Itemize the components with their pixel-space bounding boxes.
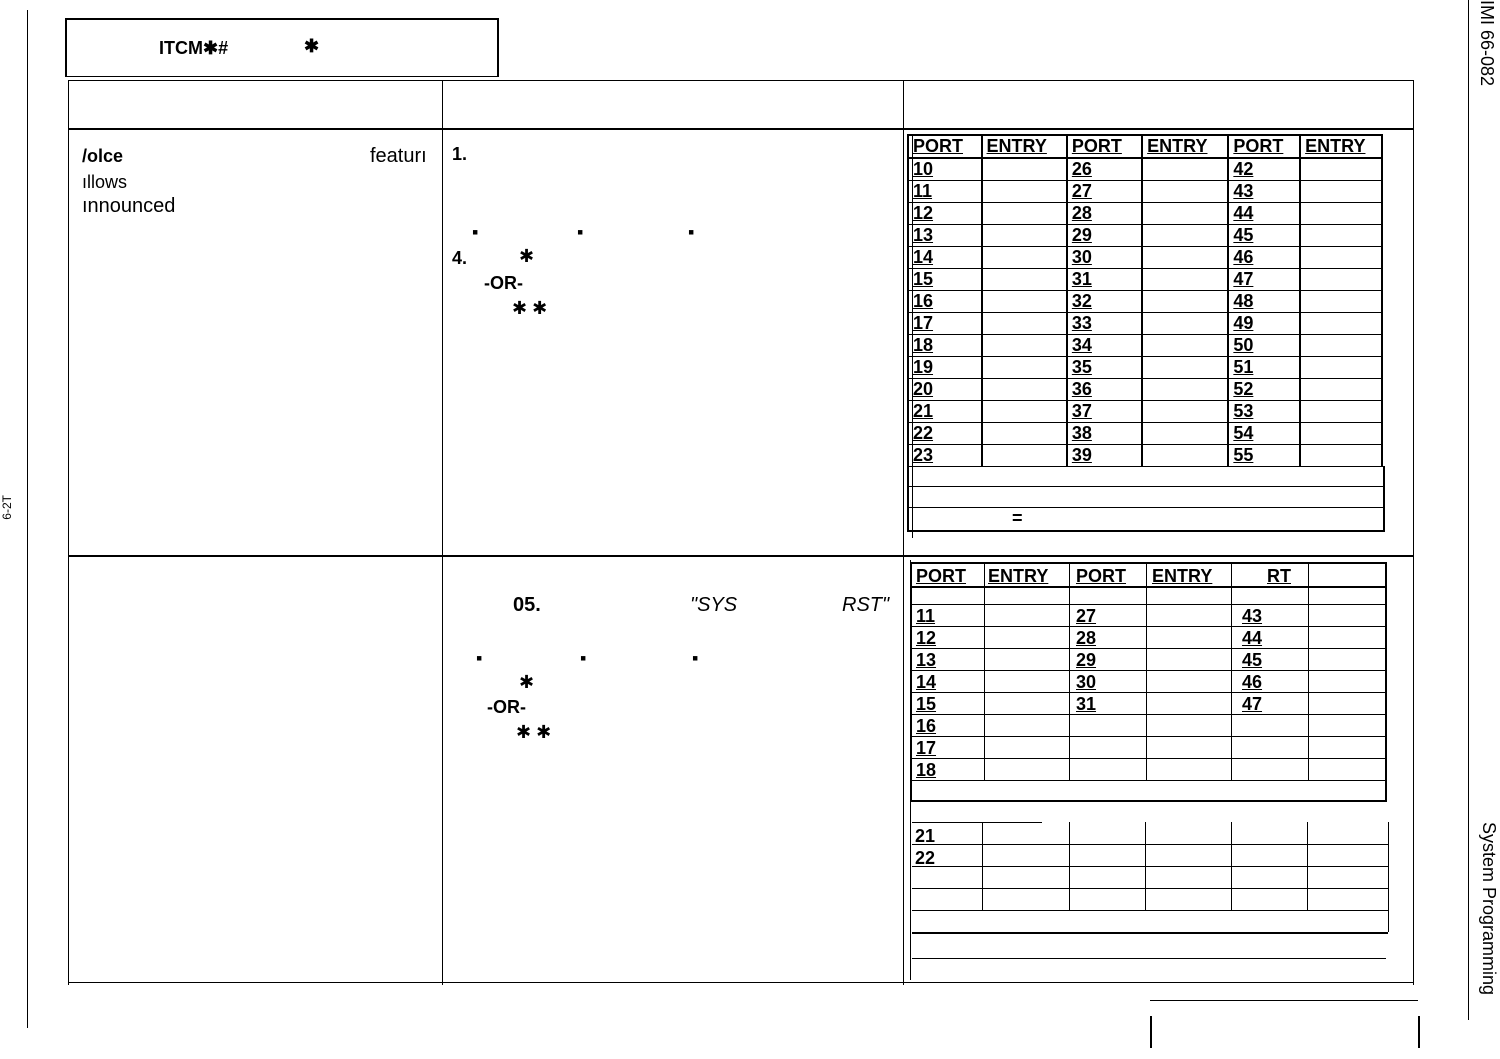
hdr-port-1: PORT bbox=[908, 135, 982, 158]
port-cell: 46 bbox=[1242, 672, 1263, 692]
row-rule bbox=[912, 822, 1042, 823]
entry-cell[interactable] bbox=[1300, 269, 1382, 291]
port-cell: 22 bbox=[915, 848, 936, 868]
feature-word-feature: featurı bbox=[370, 145, 427, 167]
procedure-code: 05. bbox=[513, 594, 541, 616]
port-cell: 32 bbox=[1067, 291, 1142, 313]
port-cell: 44 bbox=[1228, 203, 1300, 225]
port-cell: 15 bbox=[916, 694, 937, 714]
port-cell: 43 bbox=[1228, 181, 1300, 203]
hdr-port-2: PORT bbox=[1076, 566, 1127, 586]
entry-cell[interactable] bbox=[982, 291, 1067, 313]
entry-cell[interactable] bbox=[1300, 379, 1382, 401]
port-cell: 28 bbox=[1076, 628, 1097, 648]
entry-cell[interactable] bbox=[1142, 335, 1228, 357]
hdr-port-3: PORT bbox=[1228, 135, 1300, 158]
col-right-rule bbox=[1413, 80, 1414, 985]
entry-cell[interactable] bbox=[982, 401, 1067, 423]
bullet-2: ▪ bbox=[577, 222, 584, 242]
row-rule bbox=[912, 844, 1388, 845]
entry-cell[interactable] bbox=[1300, 313, 1382, 335]
table-row bbox=[908, 181, 1382, 203]
bullet-3: ▪ bbox=[688, 222, 695, 242]
entry-cell[interactable] bbox=[982, 379, 1067, 401]
entry-cell[interactable] bbox=[1142, 379, 1228, 401]
doc-code-vertical: IMI 66-082 bbox=[1477, 0, 1497, 87]
col-divider bbox=[1308, 564, 1309, 780]
port-cell: 21 bbox=[908, 401, 982, 423]
entry-cell[interactable] bbox=[982, 423, 1067, 445]
table-row bbox=[908, 423, 1382, 445]
port-cell: 11 bbox=[908, 181, 982, 203]
table-row bbox=[908, 357, 1382, 379]
port-cell: 27 bbox=[1076, 606, 1097, 626]
page-number-vertical: 6-2T bbox=[0, 495, 14, 520]
or-label-bottom: -OR- bbox=[487, 697, 526, 717]
entry-cell[interactable] bbox=[1142, 181, 1228, 203]
entry-cell[interactable] bbox=[1300, 445, 1382, 467]
table-row bbox=[908, 225, 1382, 247]
side-text-left bbox=[0, 495, 14, 540]
port-cell: 46 bbox=[1228, 247, 1300, 269]
table-row bbox=[908, 158, 1382, 181]
left-rule-lower bbox=[910, 560, 911, 980]
port-cell: 44 bbox=[1242, 628, 1263, 648]
header-code: ITCM✱# bbox=[159, 38, 229, 58]
port-cell: 49 bbox=[1228, 313, 1300, 335]
header-row-rule bbox=[68, 128, 1414, 130]
hdr-port-1: PORT bbox=[916, 566, 967, 586]
entry-cell[interactable] bbox=[982, 158, 1067, 181]
port-cell: 31 bbox=[1067, 269, 1142, 291]
port-cell: 47 bbox=[1228, 269, 1300, 291]
double-star-top: ✱ ✱ bbox=[512, 298, 548, 318]
row-rule bbox=[912, 758, 1385, 759]
entry-cell[interactable] bbox=[982, 203, 1067, 225]
port-cell: 13 bbox=[916, 650, 937, 670]
entry-cell[interactable] bbox=[1142, 445, 1228, 467]
hdr-entry-1: ENTRY bbox=[982, 135, 1067, 158]
port-cell: 51 bbox=[1228, 357, 1300, 379]
entry-cell[interactable] bbox=[1142, 247, 1228, 269]
footer-divider bbox=[909, 507, 1383, 508]
port-cell: 16 bbox=[916, 716, 937, 736]
hdr-entry-1: ENTRY bbox=[988, 566, 1049, 586]
row-rule bbox=[912, 736, 1385, 737]
entry-cell[interactable] bbox=[1142, 225, 1228, 247]
side-text-right bbox=[1478, 822, 1500, 1002]
display-sys: "SYS bbox=[690, 594, 738, 616]
port-cell: 17 bbox=[908, 313, 982, 335]
entry-cell[interactable] bbox=[1142, 203, 1228, 225]
entry-cell[interactable] bbox=[1300, 401, 1382, 423]
entry-cell[interactable] bbox=[1300, 181, 1382, 203]
entry-cell[interactable] bbox=[982, 225, 1067, 247]
col-left-rule bbox=[68, 80, 69, 985]
col-divider bbox=[1146, 564, 1147, 780]
table-row bbox=[908, 203, 1382, 225]
feature-word-allows: ıllows bbox=[82, 172, 128, 192]
entry-cell[interactable] bbox=[1142, 313, 1228, 335]
table-row bbox=[908, 291, 1382, 313]
entry-cell[interactable] bbox=[982, 313, 1067, 335]
port-cell: 55 bbox=[1228, 445, 1300, 467]
bottom-row-rule bbox=[68, 982, 1414, 983]
port-cell: 18 bbox=[908, 335, 982, 357]
port-cell: 54 bbox=[1228, 423, 1300, 445]
entry-cell[interactable] bbox=[1300, 158, 1382, 181]
port-cell: 17 bbox=[916, 738, 937, 758]
port-cell: 12 bbox=[916, 628, 937, 648]
section-title-vertical: System Programming bbox=[1479, 822, 1499, 996]
side-code-right bbox=[1476, 0, 1498, 90]
port-cell: 35 bbox=[1067, 357, 1142, 379]
port-cell: 19 bbox=[908, 357, 982, 379]
table-row bbox=[908, 247, 1382, 269]
port-cell: 42 bbox=[1228, 158, 1300, 181]
port-table-bottom bbox=[910, 562, 1387, 802]
table-row bbox=[908, 445, 1382, 467]
port-cell: 10 bbox=[908, 158, 982, 181]
bullet-b2: ▪ bbox=[580, 648, 587, 668]
col-divider-1 bbox=[442, 80, 443, 985]
port-cell: 27 bbox=[1067, 181, 1142, 203]
feature-word-announced: ınnounced bbox=[82, 195, 176, 217]
row-rule bbox=[912, 648, 1385, 649]
port-cell: 29 bbox=[1076, 650, 1097, 670]
stamp-box bbox=[1150, 1016, 1420, 1048]
table-row bbox=[908, 379, 1382, 401]
col-divider bbox=[1231, 822, 1232, 910]
entry-cell[interactable] bbox=[1300, 225, 1382, 247]
hdr-port-3: RT bbox=[1267, 566, 1291, 586]
table-row bbox=[908, 269, 1382, 291]
entry-cell[interactable] bbox=[1300, 291, 1382, 313]
port-cell: 23 bbox=[908, 445, 982, 467]
equals-sign: = bbox=[1012, 508, 1023, 528]
entry-cell[interactable] bbox=[1142, 291, 1228, 313]
left-margin-rule bbox=[27, 10, 28, 1028]
hdr-entry-2: ENTRY bbox=[1152, 566, 1213, 586]
hdr-entry-2: ENTRY bbox=[1142, 135, 1228, 158]
row-rule bbox=[912, 888, 1388, 889]
hdr-entry-3: ENTRY bbox=[1300, 135, 1382, 158]
port-cell: 45 bbox=[1242, 650, 1263, 670]
port-cell: 53 bbox=[1228, 401, 1300, 423]
port-cell: 48 bbox=[1228, 291, 1300, 313]
double-star-bottom: ✱ ✱ bbox=[516, 722, 552, 742]
row-rule bbox=[912, 910, 1388, 911]
middle-row-rule bbox=[68, 555, 1414, 557]
port-cell: 20 bbox=[908, 379, 982, 401]
row-rule bbox=[912, 932, 1388, 934]
left-rule-upper bbox=[912, 134, 913, 538]
entry-cell[interactable] bbox=[982, 335, 1067, 357]
port-cell: 39 bbox=[1067, 445, 1142, 467]
port-cell: 36 bbox=[1067, 379, 1142, 401]
entry-cell[interactable] bbox=[982, 269, 1067, 291]
port-cell: 16 bbox=[908, 291, 982, 313]
col-divider bbox=[1388, 822, 1389, 932]
port-cell: 13 bbox=[908, 225, 982, 247]
step-4-star: ✱ bbox=[519, 246, 535, 266]
port-cell: 14 bbox=[908, 247, 982, 269]
entry-cell[interactable] bbox=[1300, 423, 1382, 445]
stamp-top-rule bbox=[1150, 1000, 1418, 1001]
step-4-number: 4. bbox=[452, 248, 468, 268]
bottom-header-row bbox=[912, 564, 1385, 588]
col-divider bbox=[1069, 822, 1070, 910]
port-cell: 26 bbox=[1067, 158, 1142, 181]
entry-cell[interactable] bbox=[982, 181, 1067, 203]
row-rule bbox=[912, 780, 1385, 781]
entry-cell[interactable] bbox=[982, 445, 1067, 467]
step-1-number: 1. bbox=[452, 144, 468, 164]
feature-word-voice: /olce bbox=[82, 146, 124, 166]
col-divider bbox=[982, 822, 983, 910]
port-cell: 33 bbox=[1067, 313, 1142, 335]
port-cell: 30 bbox=[1076, 672, 1097, 692]
port-cell: 34 bbox=[1067, 335, 1142, 357]
table-row bbox=[908, 335, 1382, 357]
port-cell: 37 bbox=[1067, 401, 1142, 423]
row-rule bbox=[912, 626, 1385, 627]
footer-divider bbox=[909, 486, 1383, 487]
entry-cell[interactable] bbox=[1300, 357, 1382, 379]
top-table-footer bbox=[907, 466, 1385, 532]
col-divider bbox=[1231, 564, 1232, 780]
entry-cell[interactable] bbox=[1300, 335, 1382, 357]
port-cell: 47 bbox=[1242, 694, 1263, 714]
port-cell: 38 bbox=[1067, 423, 1142, 445]
port-cell: 14 bbox=[916, 672, 937, 692]
port-cell: 22 bbox=[908, 423, 982, 445]
entry-cell[interactable] bbox=[1142, 401, 1228, 423]
header-star: ✱ bbox=[304, 36, 320, 56]
entry-cell[interactable] bbox=[1142, 158, 1228, 181]
port-cell: 18 bbox=[916, 760, 937, 780]
display-rst: RST" bbox=[842, 594, 890, 616]
bullet-1: ▪ bbox=[472, 222, 479, 242]
port-cell: 30 bbox=[1067, 247, 1142, 269]
port-cell: 52 bbox=[1228, 379, 1300, 401]
or-label-top: -OR- bbox=[484, 273, 523, 293]
row-rule bbox=[912, 866, 1388, 867]
port-cell: 31 bbox=[1076, 694, 1097, 714]
col-divider bbox=[984, 564, 985, 780]
entry-cell[interactable] bbox=[1300, 247, 1382, 269]
port-cell: 43 bbox=[1242, 606, 1263, 626]
port-cell: 29 bbox=[1067, 225, 1142, 247]
entry-cell[interactable] bbox=[1300, 203, 1382, 225]
entry-cell[interactable] bbox=[982, 247, 1067, 269]
row-rule bbox=[912, 670, 1385, 671]
star-bottom: ✱ bbox=[519, 672, 535, 692]
hdr-port-2: PORT bbox=[1067, 135, 1142, 158]
col-divider bbox=[1307, 822, 1308, 910]
port-cell: 21 bbox=[915, 826, 936, 846]
port-cell: 50 bbox=[1228, 335, 1300, 357]
bullet-b3: ▪ bbox=[692, 648, 699, 668]
table-top-rule bbox=[68, 80, 1414, 81]
lower-fragment-grid bbox=[912, 822, 1390, 932]
row-rule bbox=[912, 604, 1385, 605]
entry-cell[interactable] bbox=[1142, 423, 1228, 445]
port-cell: 15 bbox=[908, 269, 982, 291]
port-cell: 45 bbox=[1228, 225, 1300, 247]
entry-cell[interactable] bbox=[982, 357, 1067, 379]
col-divider-2 bbox=[903, 80, 904, 985]
port-cell: 11 bbox=[916, 606, 936, 626]
row-rule bbox=[912, 714, 1385, 715]
header-box bbox=[65, 18, 499, 77]
port-cell: 28 bbox=[1067, 203, 1142, 225]
right-margin-rule bbox=[1468, 0, 1469, 1020]
entry-cell[interactable] bbox=[1142, 357, 1228, 379]
bottom-rule-extra bbox=[912, 958, 1386, 959]
row-rule bbox=[912, 692, 1385, 693]
table-row bbox=[908, 401, 1382, 423]
port-table-top bbox=[907, 134, 1383, 467]
port-cell: 12 bbox=[908, 203, 982, 225]
col-divider bbox=[1069, 564, 1070, 780]
col-divider bbox=[1145, 822, 1146, 910]
table-row bbox=[908, 313, 1382, 335]
entry-cell[interactable] bbox=[1142, 269, 1228, 291]
bullet-b1: ▪ bbox=[476, 648, 483, 668]
